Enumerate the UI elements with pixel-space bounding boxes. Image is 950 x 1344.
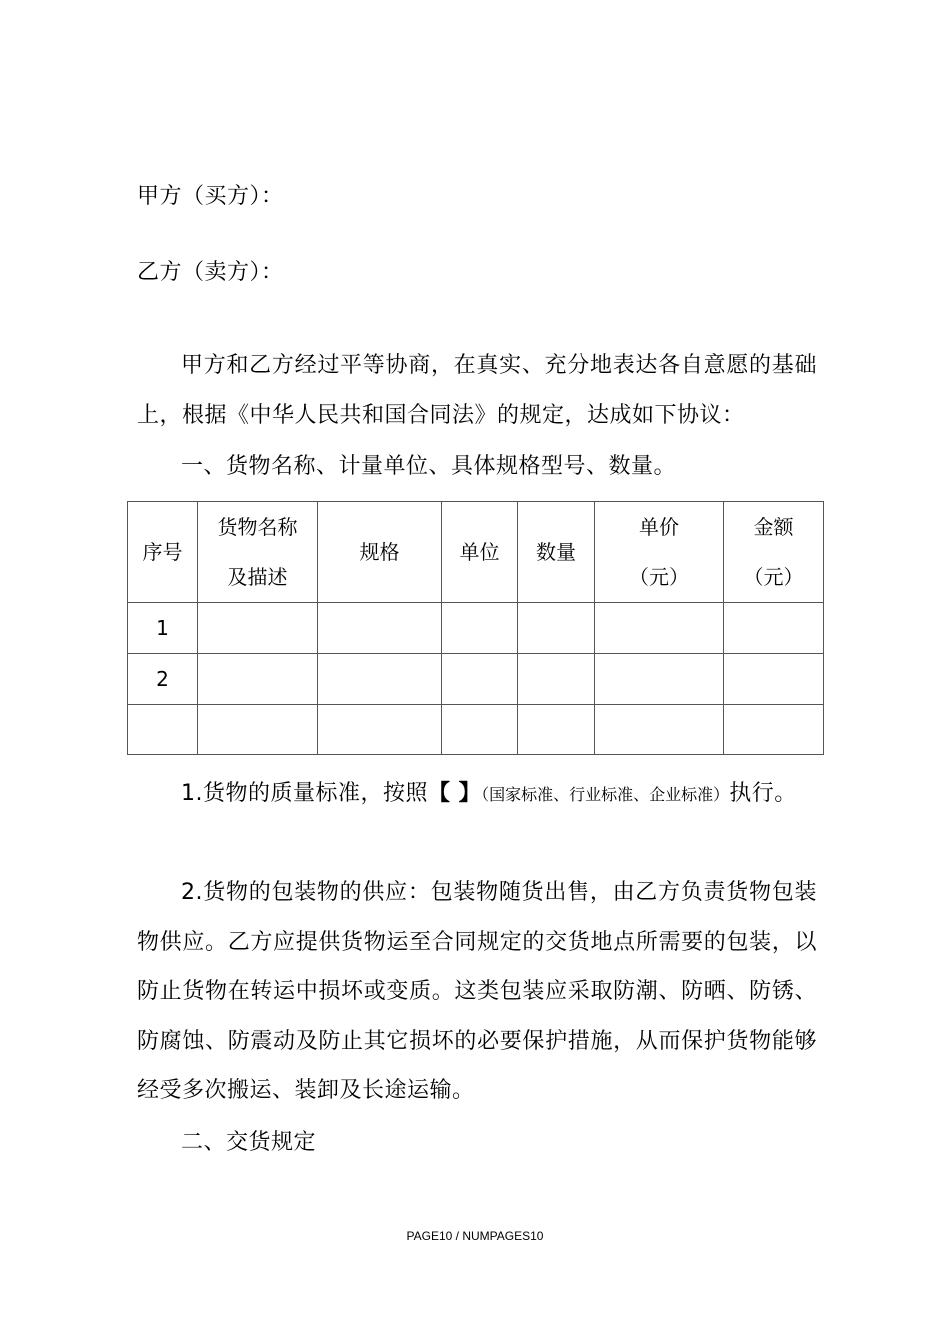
header-price-line1: 单价 [639,515,679,539]
cell-spec [318,654,442,705]
header-amount-line1: 金额 [753,515,794,539]
row-no: 1 [128,603,198,654]
header-unit: 单位 [442,502,518,603]
clause-1-options: （国家标准、行业标准、企业标准） [481,785,730,804]
cell-price [595,603,724,654]
party-a-label: 甲方（买方）： [137,184,284,209]
header-price-line2: （元） [629,565,689,589]
goods-table [127,501,824,755]
header-name-line1: 货物名称 [217,515,298,539]
table-header-row [128,502,824,603]
cell-price [595,654,724,705]
intro-paragraph: 甲方和乙方经过平等协商，在真实、充分地表达各自意愿的基础上，根据《中华人民共和国合同法》的规定，达成如下协议： [137,353,817,428]
header-name [198,502,318,603]
table-row [128,654,824,705]
cell-amount [724,603,824,654]
cell-name [198,705,318,755]
cell-qty [518,603,595,654]
clause-1-prefix: 1.货物的质量标准，按照 [181,781,428,806]
header-no: 序号 [128,502,198,603]
cell-qty [518,705,595,755]
page-number-footer: PAGE10 / NUMPAGES10 [406,1229,544,1243]
section-2-title: 二、交货规定 [181,1130,317,1155]
cell-unit [442,603,518,654]
row-no: 2 [128,654,198,705]
cell-amount [724,705,824,755]
table-row [128,603,824,654]
header-qty: 数量 [518,502,595,603]
clause-2-paragraph: 2.货物的包装物的供应：包装物随货出售，由乙方负责货物包装物供应。乙方应提供货物运至合同规定的交货地点所需要的包装，以防止货物在转运中损坏或变质。这类包装应采取防潮、防晒、防锈、防腐蚀、防震动及防止其它损坏的必要保护措施，从而保护货物能够经受多次搬运、装卸及长途运输。 [137,880,817,1103]
section-1-title: 一、货物名称、计量单位、具体规格型号、数量。 [181,454,677,479]
clause-1-paragraph [137,769,817,820]
table-row [128,705,824,755]
cell-qty [518,654,595,705]
header-name-line2: 及描述 [227,565,288,589]
cell-amount [724,654,824,705]
header-amount-line2: （元） [743,565,804,589]
cell-name [198,654,318,705]
clause-1-bracket: 【 】 [428,781,482,806]
cell-name [198,603,318,654]
header-amount [724,502,824,603]
cell-spec [318,603,442,654]
row-no [128,705,198,755]
clause-1-suffix: 执行。 [729,781,797,806]
cell-unit [442,705,518,755]
header-spec: 规格 [318,502,442,603]
cell-unit [442,654,518,705]
header-price [595,502,724,603]
cell-price [595,705,724,755]
party-b-label: 乙方（卖方）： [137,260,284,285]
cell-spec [318,705,442,755]
